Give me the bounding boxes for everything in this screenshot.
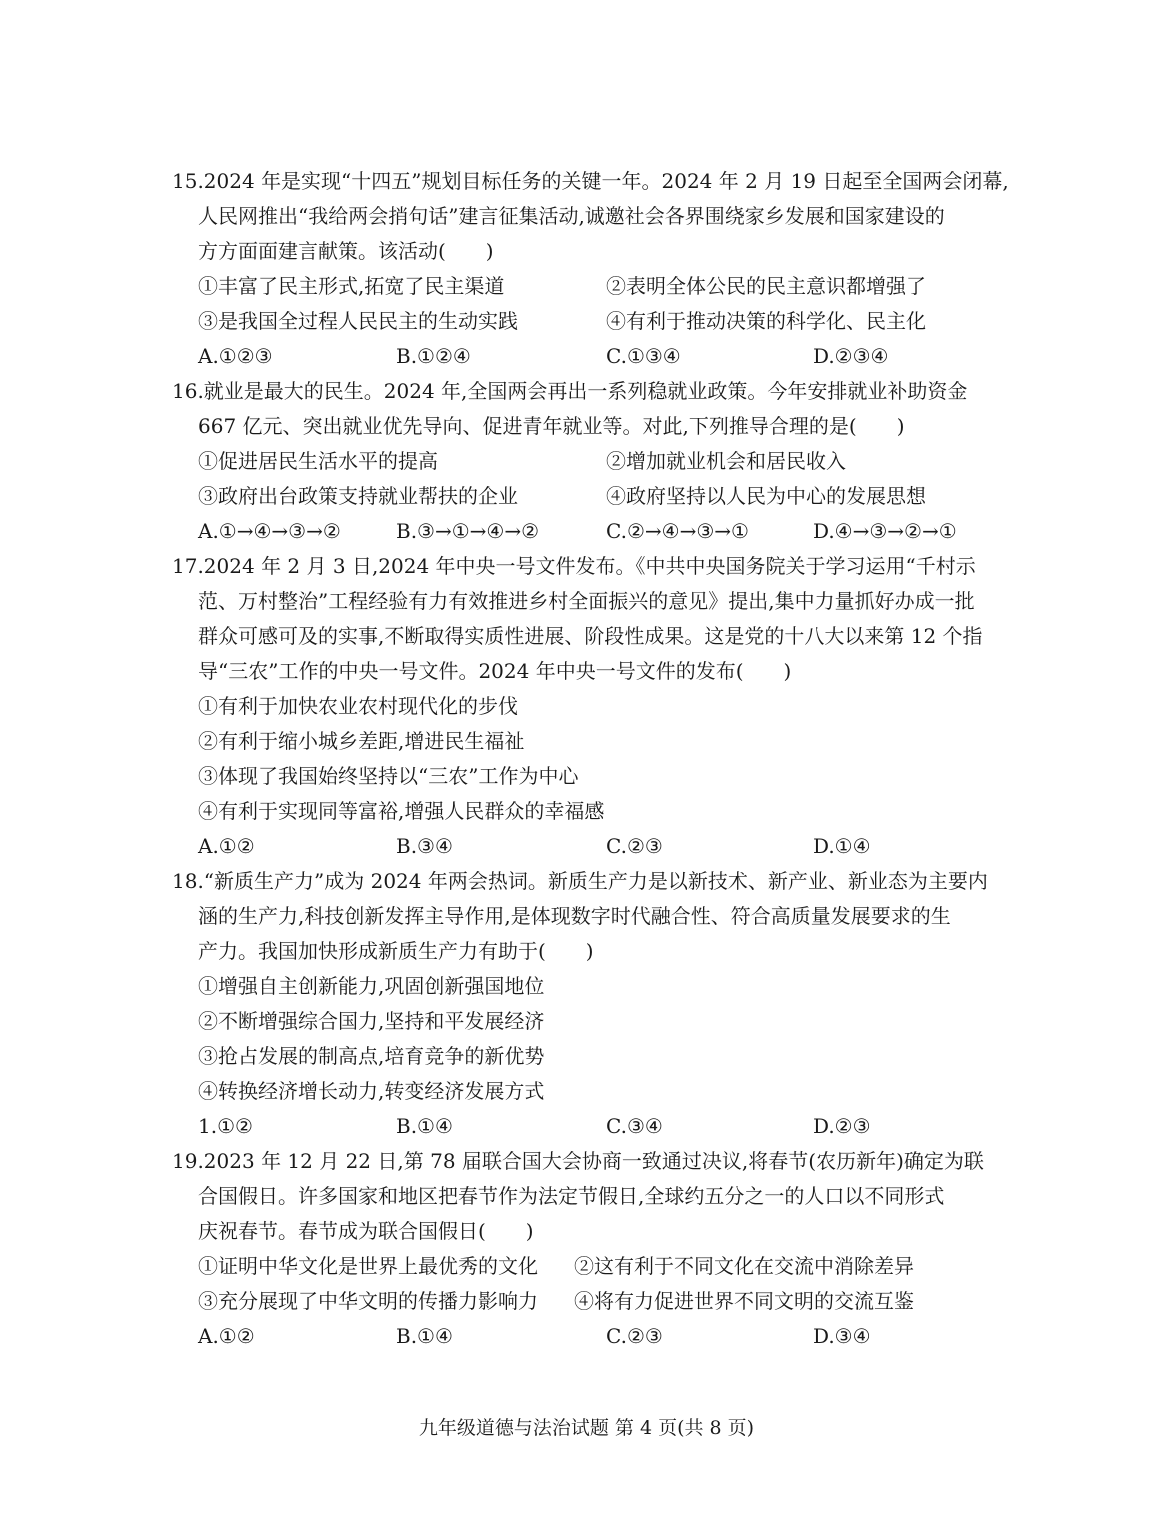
statement: ③充分展现了中华文明的传播力影响力 bbox=[198, 1289, 538, 1313]
statement: ①增强自主创新能力,巩固创新强国地位 bbox=[198, 974, 545, 998]
question-stem: 18.“新质生产力”成为 2024 年两会热词。新质生产力是以新技术、新产业、新业态为主要内 bbox=[172, 869, 988, 893]
question-stem: 群众可感可及的实事,不断取得实质性进展、阶段性成果。这是党的十八大以来第 12 个指 bbox=[198, 624, 983, 648]
statement: ③抢占发展的制高点,培育竞争的新优势 bbox=[198, 1044, 545, 1068]
choice-a: A.①②③ bbox=[198, 344, 273, 368]
question-stem: 产力。我国加快形成新质生产力有助于( ) bbox=[198, 939, 594, 963]
choice-d: D.②③ bbox=[813, 1114, 871, 1138]
choice-c: C.③④ bbox=[606, 1114, 663, 1138]
statement: ④转换经济增长动力,转变经济发展方式 bbox=[198, 1079, 545, 1103]
choice-c: C.①③④ bbox=[606, 344, 681, 368]
statement: ④有利于实现同等富裕,增强人民群众的幸福感 bbox=[198, 799, 605, 823]
statement: ①促进居民生活水平的提高 bbox=[198, 449, 438, 473]
choice-a: A.①② bbox=[198, 834, 255, 858]
question-stem: 15.2024 年是实现“十四五”规划目标任务的关键一年。2024 年 2 月 19 日起至全国两会闭幕, bbox=[172, 169, 1009, 193]
statement: ②不断增强综合国力,坚持和平发展经济 bbox=[198, 1009, 545, 1033]
question-stem: 范、万村整治”工程经验有力有效推进乡村全面振兴的意见》提出,集中力量抓好办成一批 bbox=[198, 589, 975, 613]
question-stem: 方方面面建言献策。该活动( ) bbox=[198, 239, 494, 263]
choice-b: B.①④ bbox=[396, 1114, 453, 1138]
choice-c: C.②③ bbox=[606, 1324, 663, 1348]
question-stem: 合国假日。许多国家和地区把春节作为法定节假日,全球约五分之一的人口以不同形式 bbox=[198, 1184, 945, 1208]
statement: ①证明中华文化是世界上最优秀的文化 bbox=[198, 1254, 538, 1278]
statement: ②这有利于不同文化在交流中消除差异 bbox=[574, 1254, 914, 1278]
choice-b: B.①②④ bbox=[396, 344, 471, 368]
question-stem: 庆祝春节。春节成为联合国假日( ) bbox=[198, 1219, 534, 1243]
statement: ③是我国全过程人民民主的生动实践 bbox=[198, 309, 518, 333]
question-stem: 19.2023 年 12 月 22 日,第 78 届联合国大会协商一致通过决议,将春节(农历新年)确定为联 bbox=[172, 1149, 984, 1173]
statement: ①丰富了民主形式,拓宽了民主渠道 bbox=[198, 274, 505, 298]
question-stem: 人民网推出“我给两会捎句话”建言征集活动,诚邀社会各界围绕家乡发展和国家建设的 bbox=[198, 204, 945, 228]
statement: ③体现了我国始终坚持以“三农”工作为中心 bbox=[198, 764, 579, 788]
statement: ②表明全体公民的民主意识都增强了 bbox=[606, 274, 926, 298]
choice-b: B.①④ bbox=[396, 1324, 453, 1348]
statement: ④将有力促进世界不同文明的交流互鉴 bbox=[574, 1289, 914, 1313]
choice-c: C.②→④→③→① bbox=[606, 519, 749, 543]
question-stem: 涵的生产力,科技创新发挥主导作用,是体现数字时代融合性、符合高质量发展要求的生 bbox=[198, 904, 951, 928]
question-stem: 导“三农”工作的中央一号文件。2024 年中央一号文件的发布( ) bbox=[198, 659, 792, 683]
statement: ④政府坚持以人民为中心的发展思想 bbox=[606, 484, 926, 508]
choice-d: D.①④ bbox=[813, 834, 871, 858]
statement: ②增加就业机会和居民收入 bbox=[606, 449, 846, 473]
choice-d: D.③④ bbox=[813, 1324, 871, 1348]
choice-b: B.③④ bbox=[396, 834, 453, 858]
choice-c: C.②③ bbox=[606, 834, 663, 858]
statement: ③政府出台政策支持就业帮扶的企业 bbox=[198, 484, 518, 508]
choice-b: B.③→①→④→② bbox=[396, 519, 540, 543]
question-stem: 17.2024 年 2 月 3 日,2024 年中央一号文件发布。《中共中央国务院关于学习运用“千村示 bbox=[172, 554, 976, 578]
statement: ④有利于推动决策的科学化、民主化 bbox=[606, 309, 926, 333]
choice-a: 1.①② bbox=[198, 1114, 253, 1138]
choice-a: A.①② bbox=[198, 1324, 255, 1348]
choice-d: D.④→③→②→① bbox=[813, 519, 957, 543]
choice-a: A.①→④→③→② bbox=[198, 519, 341, 543]
statement: ②有利于缩小城乡差距,增进民生福祉 bbox=[198, 729, 525, 753]
question-stem: 667 亿元、突出就业优先导向、促进青年就业等。对此,下列推导合理的是( ) bbox=[198, 414, 905, 438]
question-stem: 16.就业是最大的民生。2024 年,全国两会再出一系列稳就业政策。今年安排就业补助资金 bbox=[172, 379, 968, 403]
page-footer: 九年级道德与法治试题 第 4 页(共 8 页) bbox=[418, 1417, 755, 1439]
choice-d: D.②③④ bbox=[813, 344, 889, 368]
statement: ①有利于加快农业农村现代化的步伐 bbox=[198, 694, 518, 718]
